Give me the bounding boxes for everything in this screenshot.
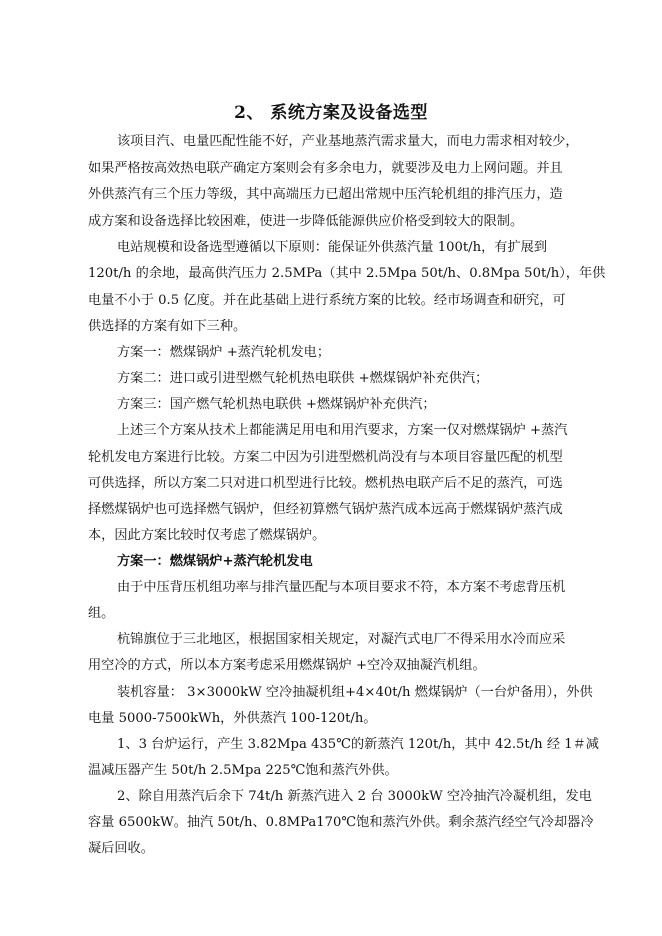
section-title: 2、 系统方案及设备选型 <box>234 103 428 123</box>
paragraph-line: 本，因此方案比较时仅考虑了燃煤锅炉。 <box>88 528 326 543</box>
paragraph-line: 轮机发电方案进行比较。方案二中因为引进型燃机尚没有与本项目容量匹配的机型 <box>88 450 563 465</box>
paragraph-line: 成方案和设备选择比较困难，使进一步降低能源供应价格受到较大的限制。 <box>88 214 524 229</box>
paragraph-line: 供选择的方案有如下三种。 <box>88 319 247 334</box>
paragraph-line: 120t/h 的余地，最高供汽压力 2.5MPa（其中 2.5Mpa 50t/h、0.8Mpa 50t/h），年供 <box>88 266 606 281</box>
paragraph-line: 择燃煤锅炉也可选择燃气锅炉，但经初算燃气锅炉蒸汽成本远高于燃煤锅炉蒸汽成 <box>88 502 563 517</box>
paragraph-line: 杭锦旗位于三北地区，根据国家相关规定，对凝汽式电厂不得采用水冷而应采 <box>117 632 566 647</box>
scheme-item: 方案一：燃煤锅炉 +蒸汽轮机发电； <box>117 345 331 360</box>
paragraph-line: 由于中压背压机组功率与排汽量匹配与本项目要求不符，本方案不考虑背压机 <box>117 580 566 595</box>
paragraph-line: 用空冷的方式，所以本方案考虑采用燃煤锅炉 +空冷双抽凝汽机组。 <box>88 658 486 673</box>
paragraph-line: 如果严格按高效热电联产确定方案则会有多余电力，就要涉及电力上网问题。并且 <box>88 161 563 176</box>
paragraph-line: 温减压器产生 50t/h 2.5Mpa 225℃饱和蒸汽外供。 <box>88 763 398 778</box>
paragraph-line: 电量 5000-7500kWh，外供蒸汽 100-120t/h。 <box>88 711 377 726</box>
paragraph-line: 电站规模和设备选型遵循以下原则：能保证外供蒸汽量 100t/h，有扩展到 <box>117 240 548 255</box>
paragraph-line: 外供蒸汽有三个压力等级，其中高端压力已超出常规中压汽轮机组的排汽压力，造 <box>88 187 563 202</box>
paragraph-line: 1、3 台炉运行，产生 3.82Mpa 435℃的新蒸汽 120t/h，其中 42.5t/h 经 1＃减 <box>117 737 599 752</box>
paragraph-line: 上述三个方案从技术上都能满足用电和用汽要求，方案一仅对燃煤锅炉 +蒸汽 <box>117 423 568 438</box>
scheme-item: 方案二：进口或引进型燃气轮机热电联供 +燃煤锅炉补充供汽； <box>117 371 489 386</box>
paragraph-line: 容量 6500kW。抽汽 50t/h、0.8MPa170℃饱和蒸汽外供。剩余蒸汽经空气冷却器冷 <box>88 815 594 830</box>
paragraph-line: 组。 <box>88 606 115 621</box>
scheme-item: 方案三：国产燃气轮机热电联供 +燃煤锅炉补充供汽； <box>117 397 436 412</box>
paragraph-line: 2、除自用蒸汽后余下 74t/h 新蒸汽进入 2 台 3000kW 空冷抽汽冷凝机组，发电 <box>117 789 592 804</box>
paragraph-line: 凝后回收。 <box>88 841 154 856</box>
paragraph-line: 该项目汽、电量匹配性能不好，产业基地蒸汽需求量大，而电力需求相对较少， <box>117 134 579 149</box>
scheme-heading: 方案一：燃煤锅炉+蒸汽轮机发电 <box>117 554 313 569</box>
paragraph-line: 装机容量： 3×3000kW 空冷抽凝机组+4×40t/h 燃煤锅炉（一台炉备用），外供 <box>117 685 593 700</box>
paragraph-line: 可供选择，所以方案二只对进口机型进行比较。燃机热电联产后不足的蒸汽，可选 <box>88 476 563 491</box>
paragraph-line: 电量不小于 0.5 亿度。并在此基础上进行系统方案的比较。经市场调查和研究，可 <box>88 293 566 308</box>
